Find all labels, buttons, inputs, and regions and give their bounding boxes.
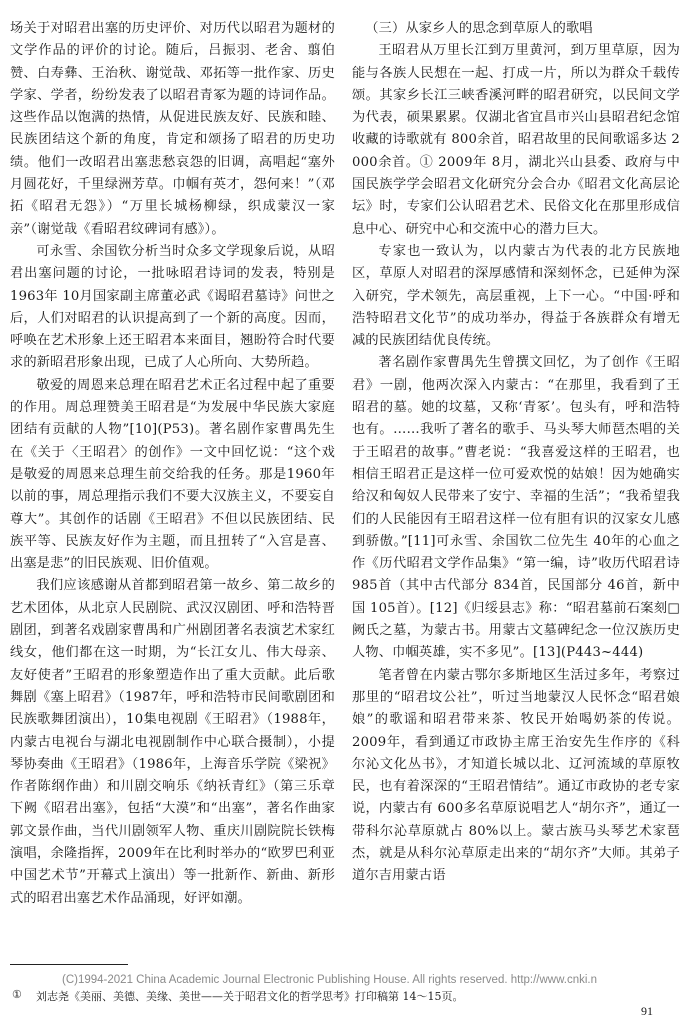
paragraph: 著名剧作家曹禺先生曾撰文回忆，为了创作《王昭君》一剧，他两次深入内蒙古：“在那里，我看到了王昭君的墓。她的坟墓，又称‘青冢’。包头有，呼和浩特也有。……我听了著名的歌手、马头琴大师琶杰唱的关于王昭君的故事。”曹老说：“我喜爱这样的王昭君，也相信王昭君正是这样一位可爱欢悦的姑娘！因为她确实给汉和匈奴人民带来了安宁、幸福的生活”；“我希望我们的人民能因有王昭君这样一位有胆有识的汉家女儿感到骄傲。”[11]可永雪、余国钦二位先生 40年的心血之作《历代昭君文学作品集》“第一编，诗”收历代昭君诗 985首（其中古代部分 834首，民国部分 46首，新中国 105首）。[12]《归绥县志》称：“昭君墓前石案刻□阙氏之墓，为蒙古书。用蒙古文墓碑纪念一位汉族历史人物、巾帼英雄，实不多见”。[13](P443~444) xyxy=(352,355,680,661)
paragraph: 场关于对昭君出塞的历史评价、对历代以昭君为题材的文学作品的评价的讨论。随后，吕振羽、老舍、翦伯赞、白寿彝、王治秋、谢觉哉、邓拓等一批作家、历史学家、学者，纷纷发表了以昭君青冢为题的诗词作品。这些作品以饱满的热情，从促进民族友好、民族和睦、民族团结这个新的角度，肯定和颂扬了昭君的历史功绩。他们一改昭君出塞悲愁哀怨的旧调，高唱起“塞外月圆花好，千里绿洲芳草。巾帼有英才，怨何来！”（邓拓《昭君无怨》）“万里长城杨柳绿，织成蒙汉一家亲”（谢觉哉《看昭君纹碑词有感》）。 xyxy=(10,21,335,237)
paragraph: 我们应该感谢从首都到昭君第一故乡、第二故乡的艺术团体，从北京人民剧院、武汉汉剧团、呼和浩特晋剧团，到著名戏剧家曹禺和广州剧团著名表演艺术家红线女，他们都在这一时期，为“长江女儿、伟大母亲、友好使者”王昭君的形象塑造作出了重大贡献。此后歌舞剧《塞上昭君》（1987年，呼和浩特市民间歌剧团和民族歌舞团演出），10集电视剧《王昭君》（1988年，内蒙古电视台与湖北电视剧制作中心联合摄制），小提琴协奏曲《王昭君》（1986年，上海音乐学院《梁祝》作者陈纲作曲）和川剧交响乐《纳袄青红》（第三乐章下阙《昭君出塞》，包括“大漠”和“出塞”，著名作曲家郭文景作曲，当代川剧领军人物、重庆川剧院院长铁梅演唱，余隆指挥，2009年在比利时举办的“欧罗巴利亚中国艺术节”开幕式上演出）等一批新作、新曲、新形式的昭君出塞艺术作品涌现，好评如潮。 xyxy=(10,578,335,906)
page-number: 91 xyxy=(641,1004,653,1018)
paragraph: 可永雪、余国钦分析当时众多文学现象后说，从昭君出塞问题的讨论，一批咏昭君诗词的发表，特别是 1963年 10月国家副主席董必武《谒昭君墓诗》问世之后，人们对昭君的认识提高到了一个新的高度。因而，呼唤在艺术形象上还王昭君本来面目，翘盼符合时代要求的新昭君形象出现，已成了人心所向、大势所趋。 xyxy=(10,243,335,371)
paragraph: 专家也一致认为，以内蒙古为代表的北方民族地区，草原人对昭君的深厚感情和深刻怀念，已延伸为深入研究，学术领先，高层重视，上下一心。“中国·呼和浩特昭君文化节”的成功举办，得益于各族群众有增无减的民族团结优良传统。 xyxy=(352,243,680,349)
footnote-divider xyxy=(10,964,128,965)
section-heading: （三）从家乡人的思念到草原人的歌唱 xyxy=(365,21,593,36)
footnote-mark: ① xyxy=(12,988,22,1001)
right-column xyxy=(352,18,680,888)
paragraph: 敬爱的周恩来总理在昭君艺术正名过程中起了重要的作用。周总理赞美王昭君是“为发展中华民族大家庭团结有贡献的人物”[10](P53)。著名剧作家曹禺先生在《关于〈王昭君〉的创作》一文中回忆说：“这个戏是敬爱的周恩来总理生前交给我的任务。那是1960年以前的事，周总理指示我们不要大汉族主义，不要妄自尊大”。其创作的话剧《王昭君》不但以民族团结、民族平等、民族友好作为主题，而且扭转了“入宫是喜、出塞是悲”的旧民族观、旧价值观。 xyxy=(10,377,335,572)
left-column xyxy=(10,18,335,910)
footnote xyxy=(12,988,464,1004)
footnote-text: 刘志尧《美丽、美德、美缘、美世——关于昭君文化的哲学思考》打印稿第 14～15页。 xyxy=(36,990,464,1003)
paragraph: 王昭君从万里长江到万里黄河，到万里草原，因为能与各族人民想在一起、打成一片，所以为群众千载传颂。其家乡长江三峡香溪河畔的昭君研究，以民间文学为代表，硕果累累。仅湖北省宜昌市兴山县昭君纪念馆收藏的诗歌就有 800余首，昭君故里的民间歌谣多达 2 000余首。① 2009年 8月，湖北兴山县委、政府与中国民族学学会昭君文化研究分会合办《昭君文化高层论坛》时，专家们公认昭君艺术、民俗文化在那里形成信息中心、研究中心和交流中心的潜力巨大。 xyxy=(352,43,680,237)
paragraph: 笔者曾在内蒙古鄂尔多斯地区生活过多年，考察过那里的“昭君坟公社”，听过当地蒙汉人民怀念“昭君娘娘”的歌谣和昭君带来茶、牧民开始喝奶茶的传说。2009年，看到通辽市政协主席王治安先生作序的《科尔沁文化丛书》，才知道长城以北、辽河流域的草原牧民，也有着深深的“王昭君情结”。通辽市政协的老专家说，内蒙古有 600多名草原说唱艺人“胡尔齐”，通辽一带科尔沁草原就占 80%以上。蒙古族马头琴艺术家琶杰，就是从科尔沁草原走出来的“胡尔齐”大师。其弟子道尔吉用蒙古语 xyxy=(352,667,680,884)
copyright-watermark: (C)1994-2021 China Academic Journal Electronic Publishing House. All rights reserved. http://www.cnki.n xyxy=(62,974,598,986)
